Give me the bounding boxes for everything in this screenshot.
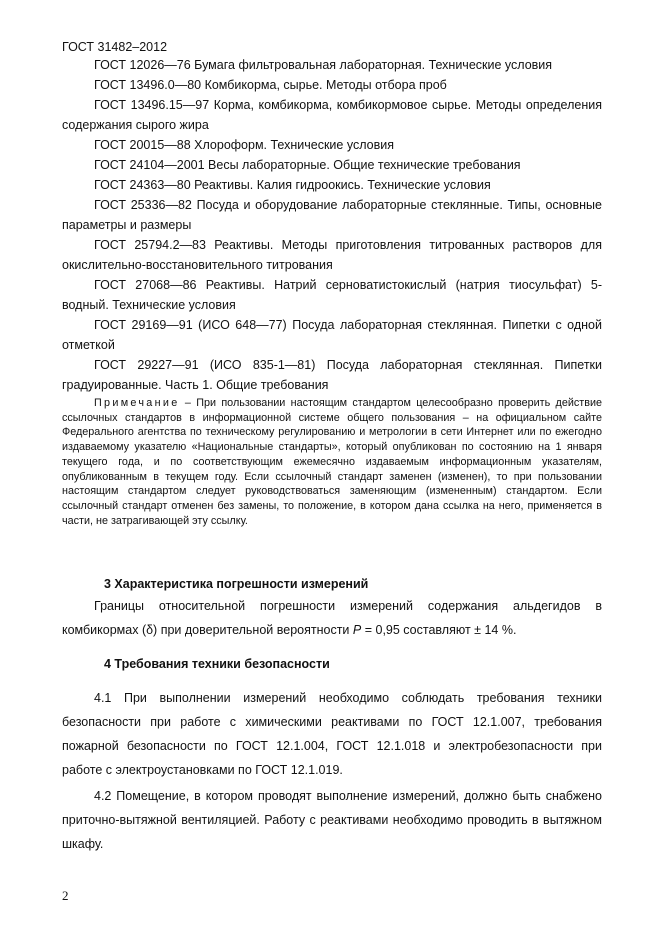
references-note: [62, 396, 602, 528]
document-id-header: ГОСТ 31482–2012: [62, 40, 168, 54]
reference-item: ГОСТ 24363—80 Реактивы. Калия гидроокись. Технические условия: [94, 178, 491, 192]
note-text: – При пользовании настоящим стандартом целесообразно проверить действие ссылочных стандартов в информационной системе общего пользования – на официальном сайте Федерального агентства по техническому регулированию и метрологии в сети Интернет или по ежегодно издаваемому указателю «Национальные стандарты», который опубликован по состоянию на 1 января текущего года, и по соответствующим ежемесячно издаваемым информационным указателям, опубликованным в текущем году. Если ссылочный стандарт заменен (изменен), то при пользовании настоящим стандартом следует руководствоваться заменяющим (измененным) стандартом. Если ссылочный стандарт отменен без замены, то положение, в котором дана ссылка на него, применяется в части, не затрагивающей эту ссылку.: [62, 397, 602, 527]
reference-item: ГОСТ 29227—91 (ИСО 835-1—81) Посуда лабораторная стеклянная. Пипетки градуированные. Часть 1. Общие требования: [62, 358, 602, 392]
section-3-paragraph: [62, 594, 602, 642]
reference-item: ГОСТ 25794.2—83 Реактивы. Методы приготовления титрованных растворов для окислительно-восстановительного титрования: [62, 238, 602, 272]
section-4-paragraph-2: 4.2 Помещение, в котором проводят выполнение измерений, должно быть снабжено приточно-вытяжной вентиляцией. Работу с реактивами необходимо проводить в вытяжном шкафу.: [62, 789, 602, 851]
reference-item: ГОСТ 13496.0—80 Комбикорма, сырье. Методы отбора проб: [94, 78, 447, 92]
reference-item: ГОСТ 27068—86 Реактивы. Натрий серноватистокислый (натрия тиосульфат) 5-водный. Технические условия: [62, 278, 602, 312]
reference-item: ГОСТ 25336—82 Посуда и оборудование лабораторные стеклянные. Типы, основные параметры и размеры: [62, 198, 602, 232]
section-4-paragraph-1: 4.1 При выполнении измерений необходимо соблюдать требования техники безопасности при работе с химическими реактивами по ГОСТ 12.1.007, требования пожарной безопасности по ГОСТ 12.1.004, ГОСТ 12.1.018 и электробезопасности при работе с электроустановками по ГОСТ 12.1.019.: [62, 691, 602, 777]
section-4-heading: 4 Требования техники безопасности: [104, 657, 330, 671]
reference-item: ГОСТ 29169—91 (ИСО 648—77) Посуда лабораторная стеклянная. Пипетки с одной отметкой: [62, 318, 602, 352]
section-3-text-before: Границы относительной погрешности измерений содержания альдегидов в комбикормах (δ) при доверительной вероятности: [62, 599, 602, 637]
reference-item: ГОСТ 12026—76 Бумага фильтровальная лабораторная. Технические условия: [94, 58, 553, 72]
section-3-text-after: = 0,95 составляют ± 14 %.: [364, 623, 517, 637]
reference-item: ГОСТ 20015—88 Хлороформ. Технические условия: [94, 138, 394, 152]
note-label: Примечание: [94, 397, 180, 409]
reference-item: ГОСТ 24104—2001 Весы лабораторные. Общие технические требования: [94, 158, 521, 172]
reference-item: ГОСТ 13496.15—97 Корма, комбикорма, комбикормовое сырье. Методы определения содержания сырого жира: [62, 98, 602, 132]
probability-variable: P: [352, 623, 362, 637]
normative-references-list: [62, 55, 602, 395]
page-number: 2: [62, 888, 69, 903]
section-3-heading: 3 Характеристика погрешности измерений: [104, 577, 369, 591]
